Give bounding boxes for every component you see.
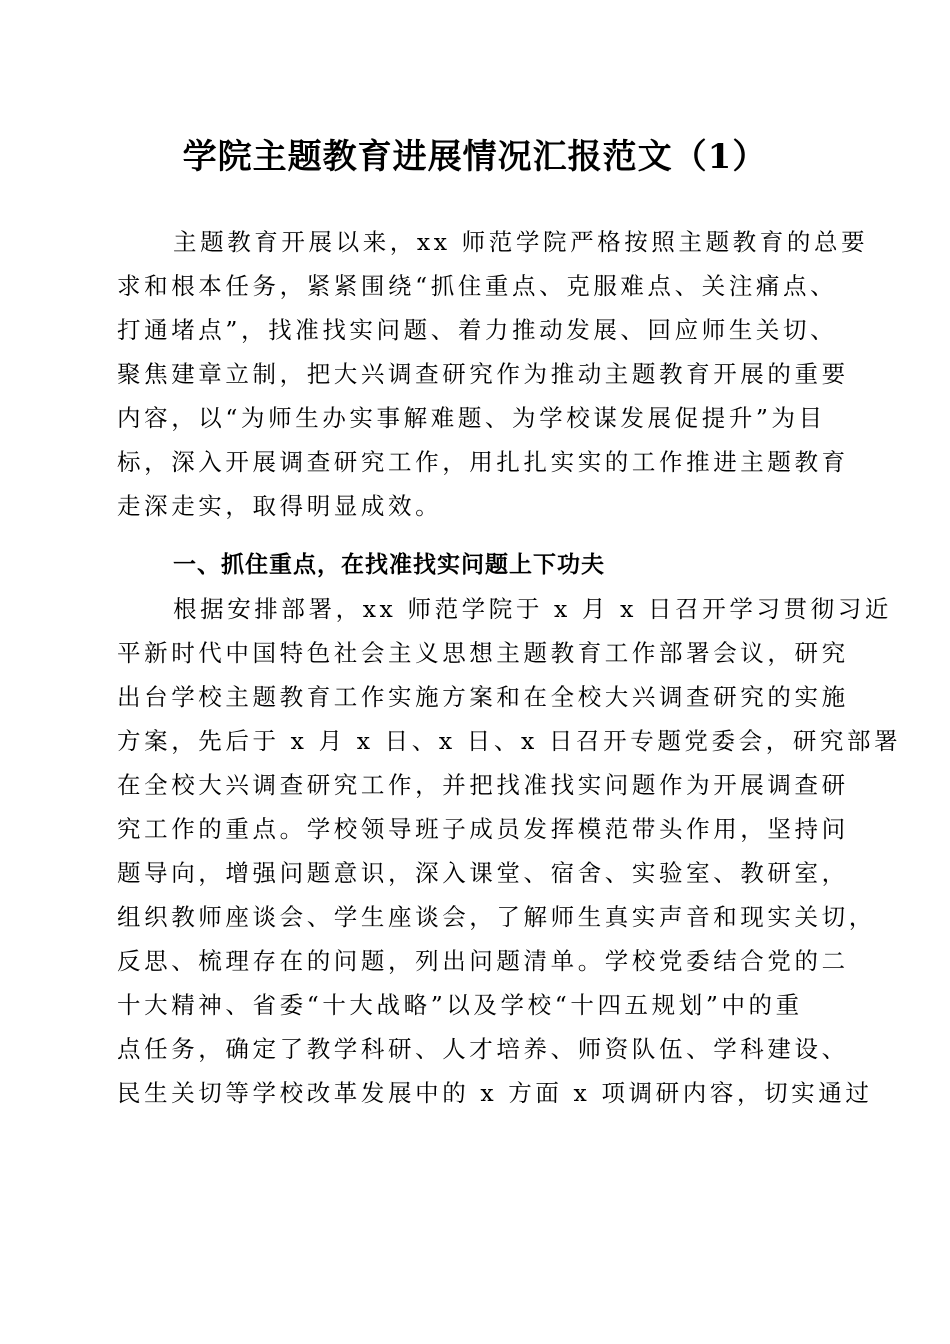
text-line: 走深走实，取得明显成效。 — [117, 492, 443, 520]
text-line: 民生关切等学校改革发展中的 x 方面 x 项调研内容，切实通过 — [117, 1079, 873, 1107]
text-line: 根据安排部署，xx 师范学院于 x 月 x 日召开学习贯彻习近 — [173, 595, 892, 623]
text-line: 标，深入开展调查研究工作，用扎扎实实的工作推进主题教育 — [117, 448, 849, 476]
text-line: 十大精神、省委“十大战略”以及学校“十四五规划”中的重 — [117, 991, 803, 1019]
text-line: 出台学校主题教育工作实施方案和在全校大兴调查研究的实施 — [117, 683, 849, 711]
text-line: 反思、梳理存在的问题，列出问题清单。学校党委结合党的二 — [117, 947, 849, 975]
text-line: 内容，以“为师生办实事解难题、为学校谋发展促提升”为目 — [117, 404, 826, 432]
text-line: 组织教师座谈会、学生座谈会，了解师生真实声音和现实关切， — [117, 903, 876, 931]
text-line: 求和根本任务，紧紧围绕“抓住重点、克服难点、关注痛点、 — [117, 272, 838, 300]
section-heading: 一、抓住重点，在找准找实问题上下功夫 — [173, 552, 605, 578]
text-line: 在全校大兴调查研究工作，并把找准找实问题作为开展调查研 — [117, 771, 849, 799]
document-title: 学院主题教育进展情况汇报范文（1） — [182, 137, 768, 177]
text-line: 主题教育开展以来，xx 师范学院严格按照主题教育的总要 — [173, 228, 869, 256]
paragraph-section1 — [117, 587, 902, 1127]
text-line: 方案，先后于 x 月 x 日、x 日、x 日召开专题党委会，研究部署 — [117, 727, 902, 755]
text-line: 题导向，增强问题意识，深入课堂、宿舍、实验室、教研室， — [117, 859, 849, 887]
paragraph-intro — [117, 220, 869, 540]
text-line: 究工作的重点。学校领导班子成员发挥模范带头作用，坚持问 — [117, 815, 849, 843]
text-line: 平新时代中国特色社会主义思想主题教育工作部署会议，研究 — [117, 639, 849, 667]
text-line: 点任务，确定了教学科研、人才培养、师资队伍、学科建设、 — [117, 1035, 849, 1063]
text-line: 聚焦建章立制，把大兴调查研究作为推动主题教育开展的重要 — [117, 360, 849, 388]
text-line: 打通堵点”，找准找实问题、着力推动发展、回应师生关切、 — [117, 316, 838, 344]
